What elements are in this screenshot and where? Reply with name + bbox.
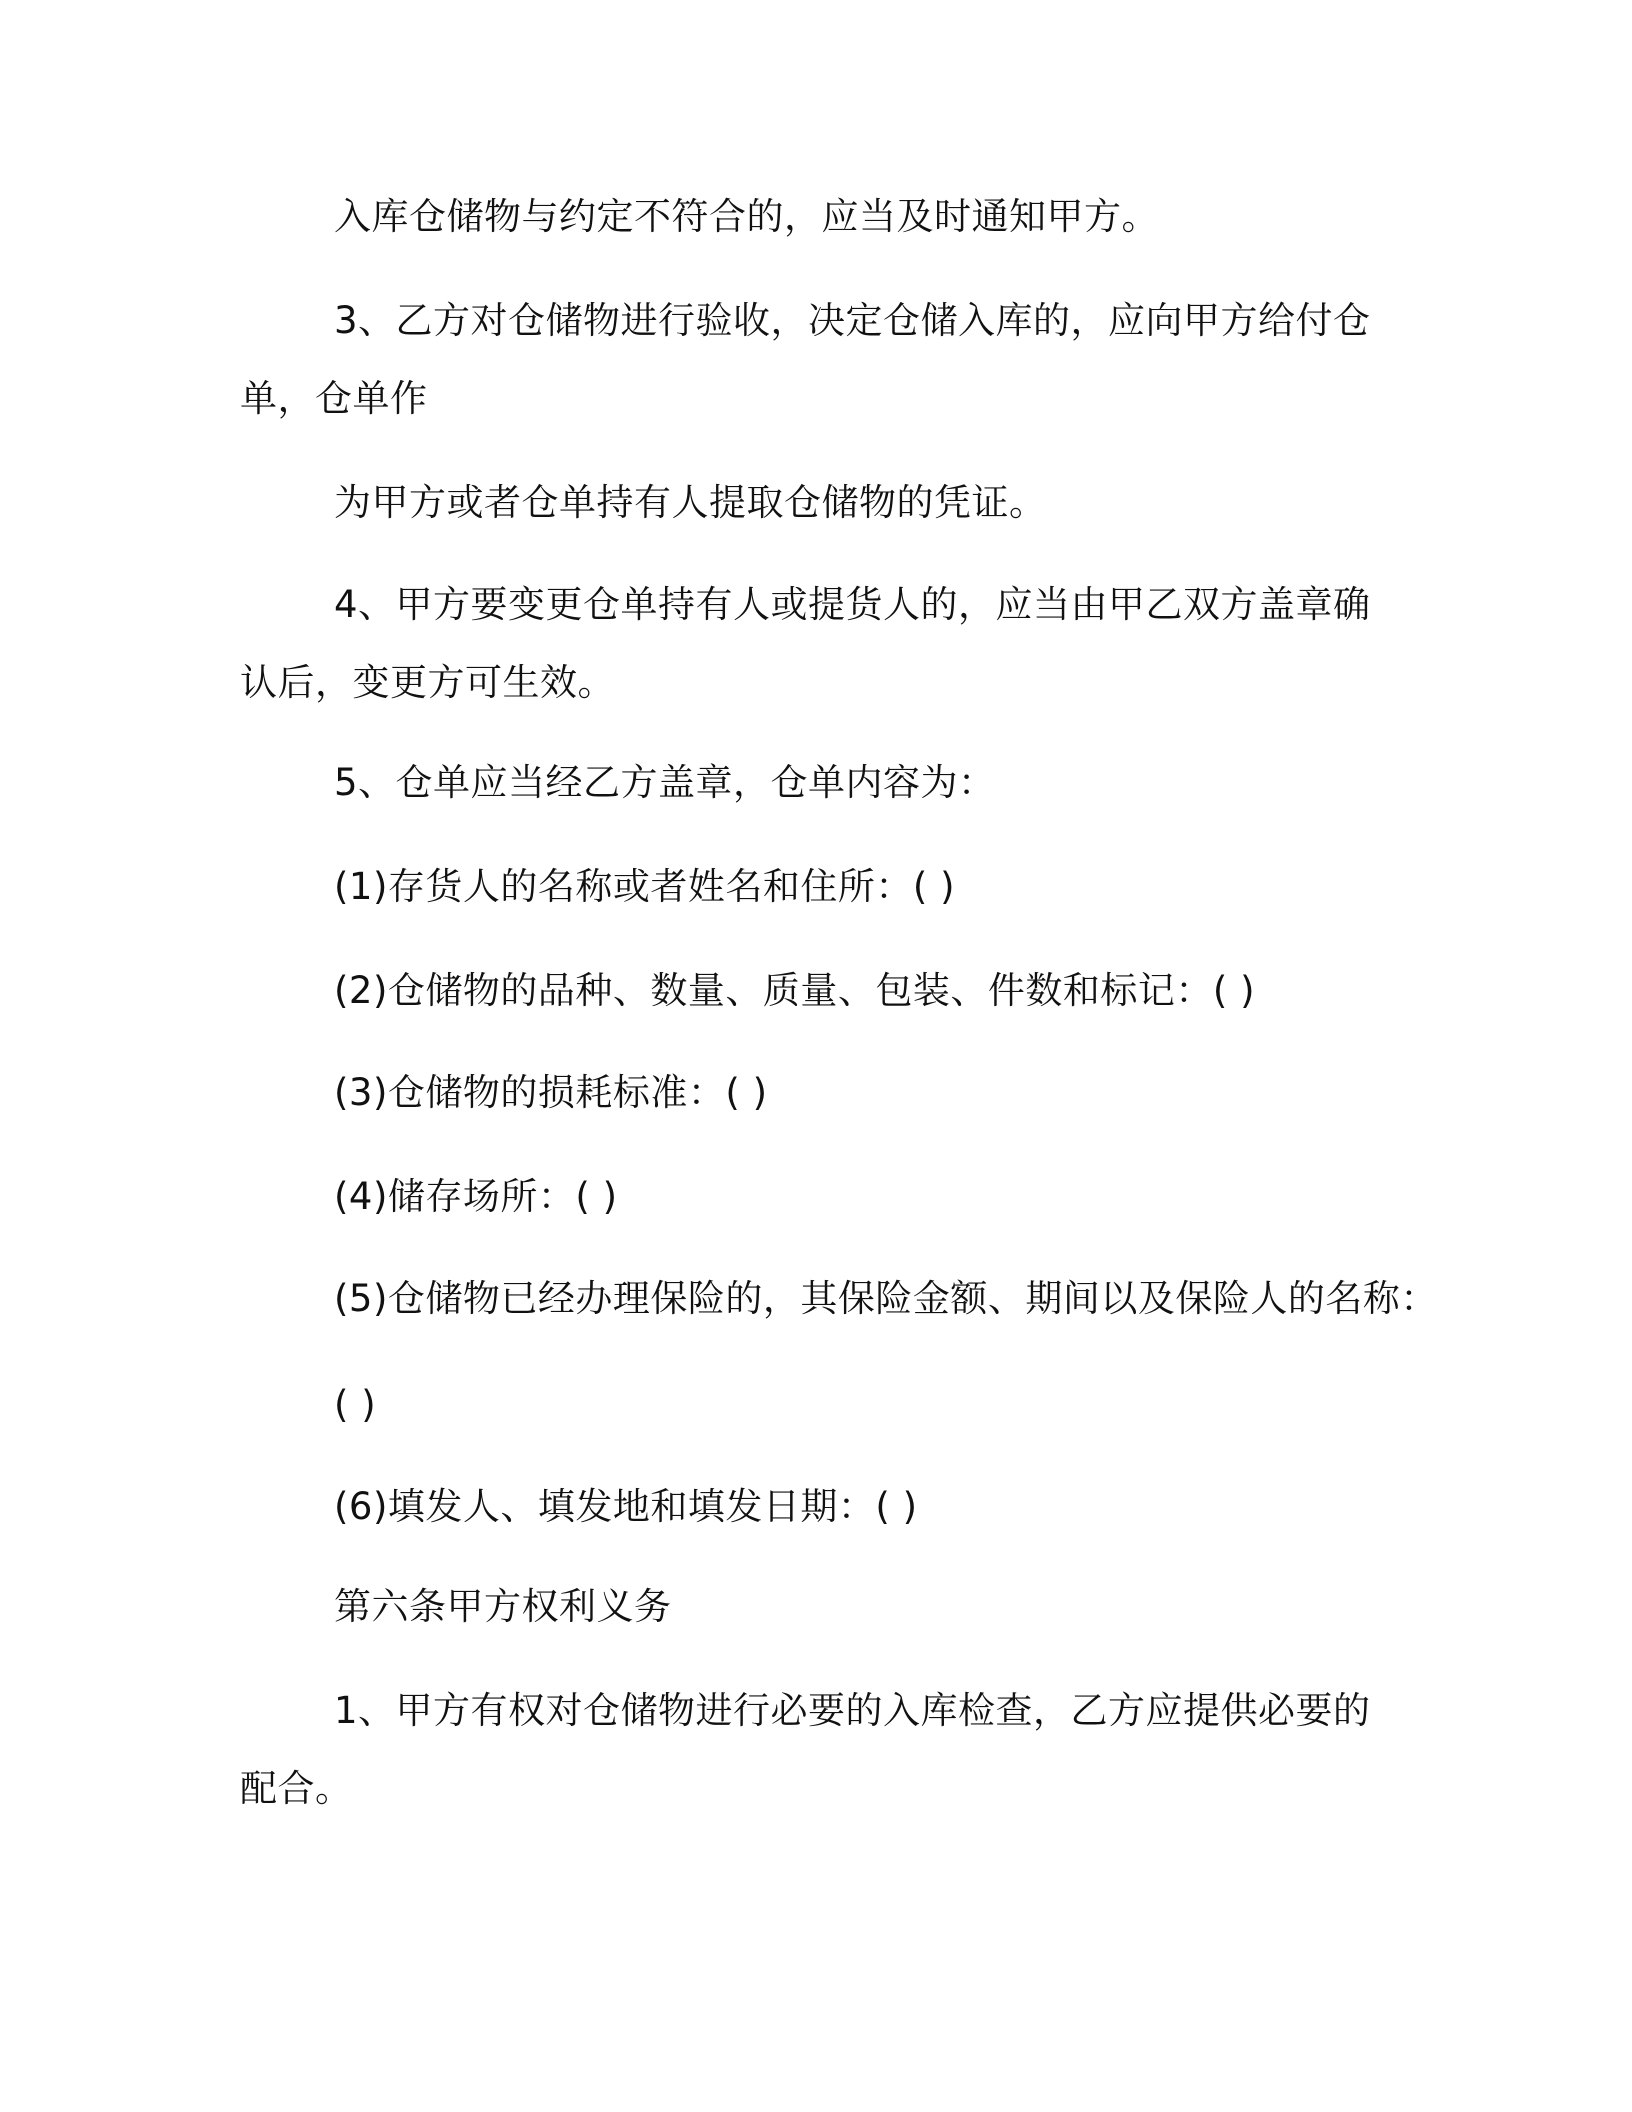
text-line: 5、仓单应当经乙方盖章，仓单内容为： — [334, 761, 996, 804]
text-line: 为甲方或者仓单持有人提取仓储物的凭证。 — [334, 481, 1047, 524]
text-line: 配合。 — [240, 1767, 353, 1810]
text-line: 4、甲方要变更仓单持有人或提货人的，应当由甲乙双方盖章确 — [334, 583, 1371, 626]
text-line: 入库仓储物与约定不符合的，应当及时通知甲方。 — [334, 195, 1159, 238]
list-item: (3)仓储物的损耗标准：( ) — [334, 1071, 768, 1114]
section-heading: 第六条甲方权利义务 — [334, 1585, 672, 1628]
list-item: (1)存货人的名称或者姓名和住所：( ) — [334, 865, 956, 908]
text-line: 3、乙方对仓储物进行验收，决定仓储入库的，应向甲方给付仓 — [334, 299, 1371, 342]
list-item: (5)仓储物已经办理保险的，其保险金额、期间以及保险人的名称： — [334, 1277, 1438, 1320]
list-item: (6)填发人、填发地和填发日期：( ) — [334, 1485, 918, 1528]
list-item: (2)仓储物的品种、数量、质量、包装、件数和标记：( ) — [334, 969, 1256, 1012]
text-line: 1、甲方有权对仓储物进行必要的入库检查，乙方应提供必要的 — [334, 1689, 1371, 1732]
list-item: (4)储存场所：( ) — [334, 1175, 618, 1218]
text-line: 认后，变更方可生效。 — [240, 661, 615, 704]
text-line: 单，仓单作 — [240, 377, 428, 420]
text-line: ( ) — [334, 1383, 377, 1426]
